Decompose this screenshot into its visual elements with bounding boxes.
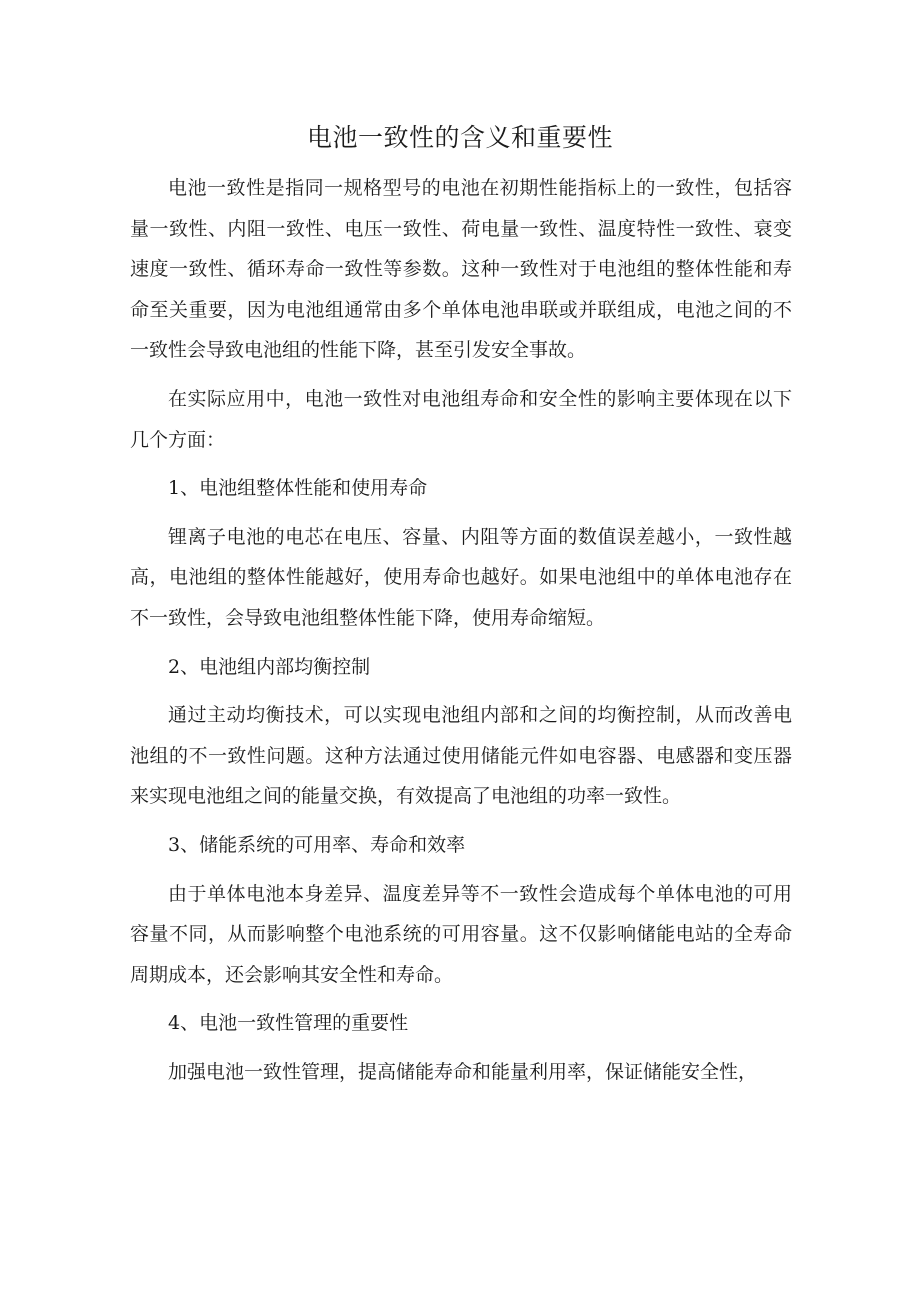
document-title: 电池一致性的含义和重要性 xyxy=(306,123,613,152)
section-heading-4: 4、电池一致性管理的重要性 xyxy=(168,1012,409,1035)
section-heading-2: 2、电池组内部均衡控制 xyxy=(168,655,371,678)
section-heading-1: 1、电池组整体性能和使用寿命 xyxy=(168,477,428,500)
paragraph-intro: 在实际应用中，电池一致性对电池组寿命和安全性的影响主要体现在以下几个方面： xyxy=(130,387,792,451)
section-heading-3: 3、储能系统的可用率、寿命和效率 xyxy=(168,833,466,856)
paragraph-definition: 电池一致性是指同一规格型号的电池在初期性能指标上的一致性，包括容量一致性、内阻一致性、电压一致性、荷电量一致性、温度特性一致性、衰变速度一致性、循环寿命一致性等参数。这种一致性对于电池组的整体性能和寿命至关重要，因为电池组通常由多个单体电池串联或并联组成，电池之间的不一致性会导致电池组的性能下降，甚至引发安全事故。 xyxy=(130,177,792,362)
paragraph-section-3: 由于单体电池本身差异、温度差异等不一致性会造成每个单体电池的可用容量不同，从而影响整个电池系统的可用容量。这不仅影响储能电站的全寿命周期成本，还会影响其安全性和寿命。 xyxy=(130,882,792,986)
paragraph-section-2: 通过主动均衡技术，可以实现电池组内部和之间的均衡控制，从而改善电池组的不一致性问题。这种方法通过使用储能元件如电容器、电感器和变压器来实现电池组之间的能量交换，有效提高了电池组的功率一致性。 xyxy=(130,704,792,808)
paragraph-section-4: 加强电池一致性管理，提高储能寿命和能量利用率，保证储能安全性， xyxy=(168,1060,758,1083)
paragraph-section-1: 锂离子电池的电芯在电压、容量、内阻等方面的数值误差越小，一致性越高，电池组的整体性能越好，使用寿命也越好。如果电池组中的单体电池存在不一致性，会导致电池组整体性能下降，使用寿命缩短。 xyxy=(130,525,792,629)
document-body xyxy=(130,168,792,1100)
